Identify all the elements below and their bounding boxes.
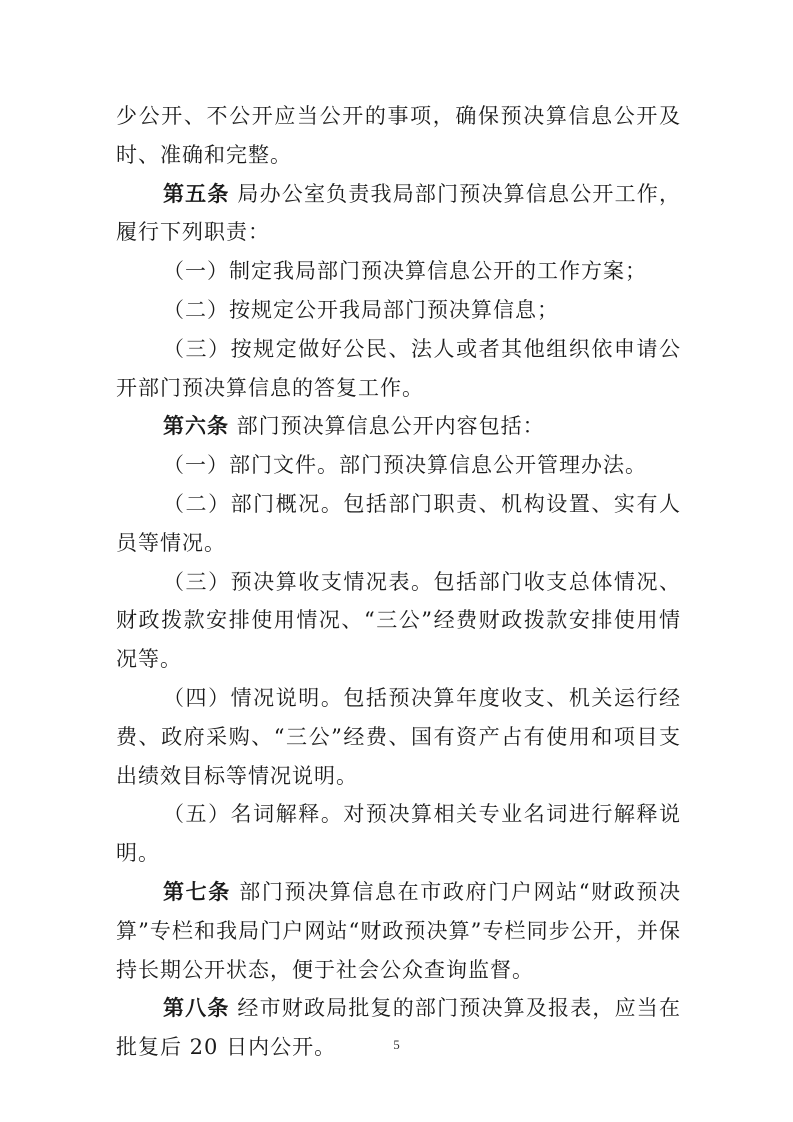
- page-number: 5: [393, 1037, 400, 1052]
- article-5: [116, 175, 681, 253]
- article-heading: 第七条: [163, 879, 231, 904]
- article-heading: 第六条: [163, 414, 229, 439]
- paragraph-text: 部门预决算信息在市政府门户网站“财政预决算”专栏和我局门户网站“财政预决算”专栏同步公开，并保持长期公开状态，便于社会公众查询监督。: [116, 879, 681, 982]
- paragraph-text: （二）按规定公开我局部门预决算信息；: [163, 297, 559, 322]
- paragraph-text: （三）按规定做好公民、法人或者其他组织依申请公开部门预决算信息的答复工作。: [116, 336, 681, 400]
- list-item-6-5: [116, 795, 681, 873]
- list-item-5-3: [116, 330, 681, 408]
- list-item-6-1: [116, 446, 681, 485]
- list-item-5-2: [116, 291, 681, 330]
- list-item-6-3: [116, 563, 681, 679]
- paragraph-text: 经市财政局批复的部门预决算及报表，应当在批复后 20 日内公开。: [116, 996, 681, 1060]
- paragraph-text: 少公开、不公开应当公开的事项，确保预决算信息公开及时、准确和完整。: [116, 104, 681, 167]
- list-item-5-1: [116, 252, 681, 291]
- article-8: [116, 989, 681, 1067]
- list-item-6-2: [116, 485, 681, 563]
- article-heading: 第五条: [163, 181, 230, 206]
- paragraph-text: （五）名词解释。对预决算相关专业名词进行解释说明。: [116, 802, 681, 866]
- article-6: [116, 407, 681, 446]
- article-7: [116, 873, 681, 989]
- paragraph-1: [116, 97, 681, 175]
- paragraph-text: 局办公室负责我局部门预决算信息公开工作，履行下列职责：: [116, 181, 681, 245]
- paragraph-text: （一）制定我局部门预决算信息公开的工作方案；: [163, 259, 647, 284]
- paragraph-text: （四）情况说明。包括预决算年度收支、机关运行经费、政府采购、“三公”经费、国有资产占有使用和项目支出绩效目标等情况说明。: [116, 685, 681, 788]
- paragraph-text: （二）部门概况。包括部门职责、机构设置、实有人员等情况。: [116, 491, 681, 555]
- paragraph-text: 部门预决算信息公开内容包括：: [229, 414, 545, 439]
- list-item-6-4: [116, 679, 681, 795]
- paragraph-text: （三）预决算收支情况表。包括部门收支总体情况、财政拨款安排使用情况、“三公”经费财政拨款安排使用情况等。: [116, 569, 681, 672]
- article-heading: 第八条: [163, 996, 230, 1021]
- paragraph-text: （一）部门文件。部门预决算信息公开管理办法。: [163, 453, 647, 478]
- document-body: [116, 97, 681, 1067]
